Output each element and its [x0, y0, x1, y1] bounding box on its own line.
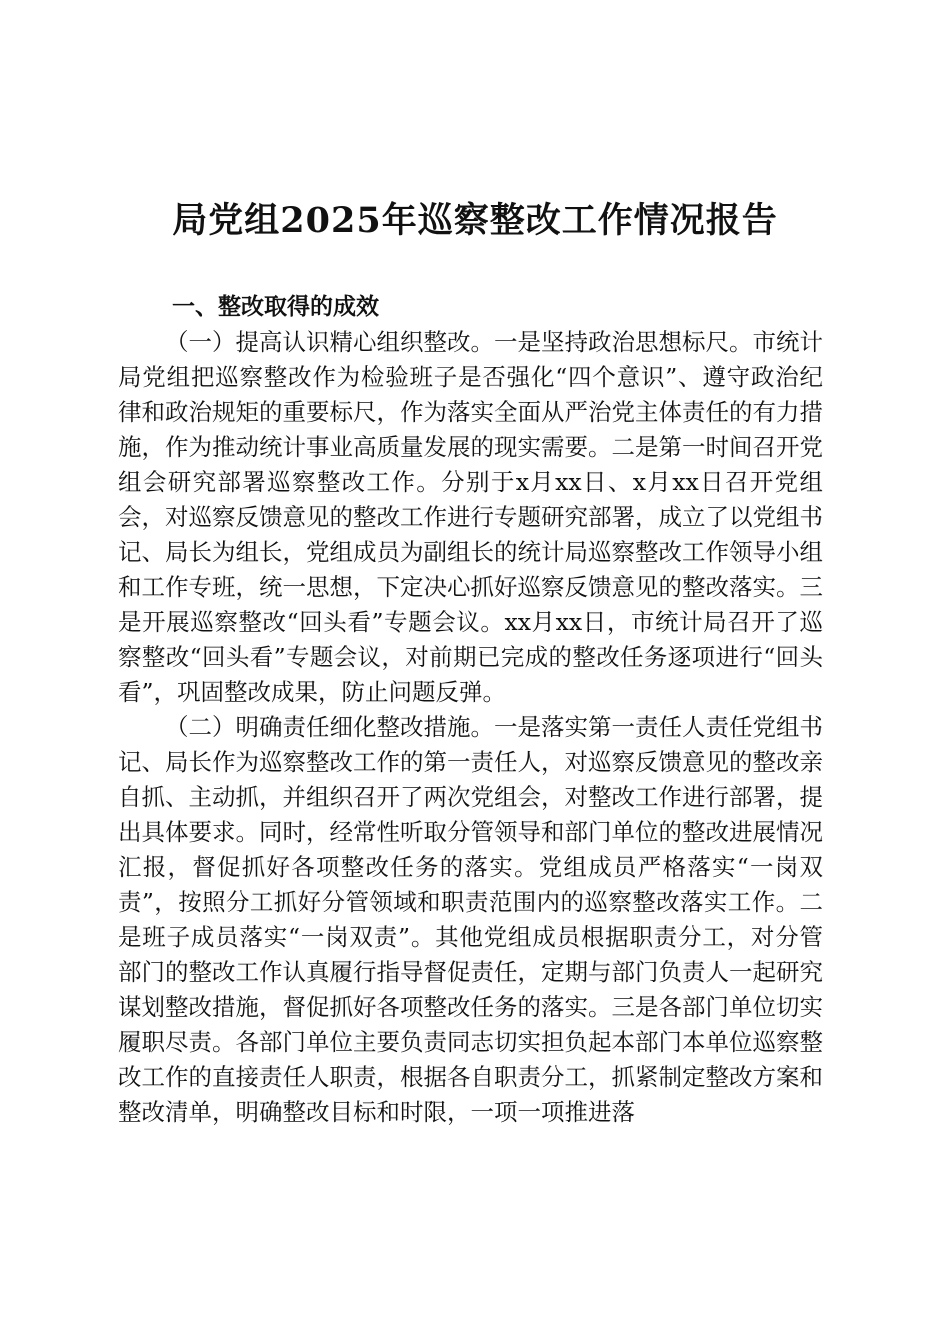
paragraph-1: （一）提高认识精心组织整改。一是坚持政治思想标尺。市统计局党组把巡察整改作为检验班子是否强化“四个意识”、遵守政治纪律和政治规矩的重要标尺，作为落实全面从严治党主体责任的有力措施，作为推动统计事业高质量发展的现实需要。二是第一时间召开党组会研究部署巡察整改工作。分别于x月xx日、x月xx日召开党组会，对巡察反馈意见的整改工作进行专题研究部署，成立了以党组书记、局长为组长，党组成员为副组长的统计局巡察整改工作领导小组和工作专班，统一思想，下定决心抓好巡察反馈意见的整改落实。三是开展巡察整改“回头看”专题会议。xx月xx日，市统计局召开了巡察整改“回头看”专题会议，对前期已完成的整改任务逐项进行“回头看”，巩固整改成果，防止问题反弹。 [118, 328, 823, 706]
paragraph-2: （二）明确责任细化整改措施。一是落实第一责任人责任党组书记、局长作为巡察整改工作的第一责任人，对巡察反馈意见的整改亲自抓、主动抓，并组织召开了两次党组会，对整改工作进行部署，提出具体要求。同时，经常性听取分管领导和部门单位的整改进展情况汇报，督促抓好各项整改任务的落实。党组成员严格落实“一岗双责”，按照分工抓好分管领域和职责范围内的巡察整改落实工作。二是班子成员落实“一岗双责”。其他党组成员根据职责分工，对分管部门的整改工作认真履行指导督促责任，定期与部门负责人一起研究谋划整改措施，督促抓好各项整改任务的落实。三是各部门单位切实履职尽责。各部门单位主要负责同志切实担负起本部门本单位巡察整改工作的直接责任人职责，根据各自职责分工，抓紧制定整改方案和整改清单，明确整改目标和时限，一项一项推进落 [118, 713, 823, 1126]
document-body [118, 325, 823, 1130]
section-heading: 一、整改取得的成效 [172, 294, 379, 320]
document-title: 局党组2025年巡察整改工作情况报告 [172, 200, 778, 241]
